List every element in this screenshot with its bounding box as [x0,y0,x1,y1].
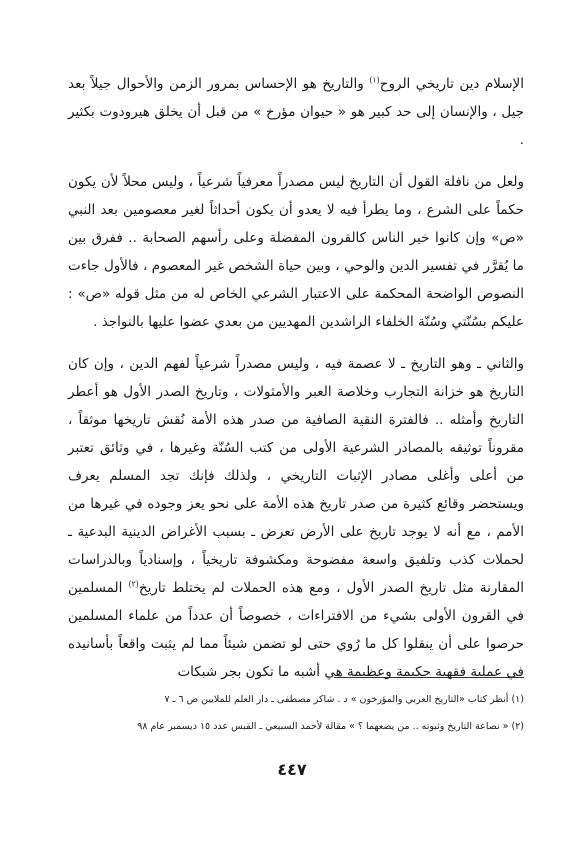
footnote-ref-2[interactable]: (٢) [128,579,139,589]
paragraph-1-text-a: الإسلام دين تاريخي الروح [379,76,524,92]
footnote-2: (٢) « نصاعة التاريخ وثبوته .. من يضعهما ؟ » مقالة لأحمد السبيعي ـ القبس عدد ١٥ ديسمبر عام ٩٨ [137,721,524,732]
paragraph-3-text-a: والثاني ـ وهو التاريخ ـ لا عصمة فيه ، وليس مصدراً شرعياً لفهم الدين ، وإن كان التاريخ هو خزانة التجارب وخلاصة العبر والأمثولات ، وتاريخ الصدر الأول هو أعطر التاريخ وأمثله .. فالفترة النقية الصافية من صدر هذه الأمة نُقش تاريخها موثقاً ، مقروناً توثيقه بالمصادر الشرعية الأولى من كتب السُنّة وغيرها ، في وثائق تعتبر من أعلى وأغلى مصادر الإثبات التاريخي ، ولذلك فإنك تجد المسلم يعرف ويستحضر وقائع كثيرة من صدر تاريخ هذه الأمة على نحو يعز وجوده في غيرها من الأمم ، مع أنه لا يوجد تاريخ على الأرض تعرض ـ بسبب الأغراض الدينية البدعية ـ لحملات كذب وتلفيق واسعة مفضوحة ومكشوفة تاريخياً ، وإسنادياً وبالدراسات المقارنة مثل تاريخ الصدر الأول ، ومع هذه الحملات لم يختلط تاريخ [68,356,524,596]
page-number: ٤٤٧ [277,760,307,779]
footnotes [60,686,524,740]
paragraph-2-text: ولعل من نافلة القول أن التاريخ ليس مصدراً معرفياً شرعياً ، وليس محلاً لأن يكون حكماً على الشرع ، وما يطرأ فيه لا يعدو أن يكون أحداثاً لغير معصومين بعد النبي «ص» وإن كانوا خير الناس كالقرون المفضلة وعلى رأسهم الصحابة .. ففرق بين ما يُقرَّر في تفسير الدين والوحي ، وبين حياة الشخص غير المعصوم ، فالأول جاءت النصوص الواضحة المحكمة على الاعتبار الشرعي الخاص له من مثل قوله «ص» : عليكم بسُنّتي وسُنّة الخلفاء الراشدين المهديين من بعدي عضوا عليها بالنواجذ . [68,174,524,330]
footnote-divider [334,677,524,678]
paragraph-3 [68,350,524,686]
paragraph-2 [68,168,524,336]
footnote-ref-1[interactable]: (١) [369,75,380,85]
paragraph-1 [68,70,524,154]
paragraph-1-text-b: والتاريخ هو الإحساس بمرور الزمن والأحوال جيلاً بعد جيل ، والإنسان إلى حد كبير هو « حيوان مؤرخ » من قبل أن يخلق هيرودوت بكثير . [68,76,524,148]
footnote-1: (١) أنظر كتاب «التاريخ العربي والمؤرخون » د . شاكر مصطفى ـ دار العلم للملايين ص ٦ ـ ٧ [164,694,524,705]
page-body [68,70,524,700]
paragraph-3-text-b: المسلمين في القرون الأولى بشيء من الافتراءات ، خصوصاً أن عدداً من علماء المسلمين حرصوا على أن ينقلوا كل ما رُوي حتى لو تضمن شيئاً مما لم يثبت واقعاً بأسانيده في عملية فقهية حكيمة وعظيمة هي أشبه ما تكون بجر شبكات [68,580,524,680]
